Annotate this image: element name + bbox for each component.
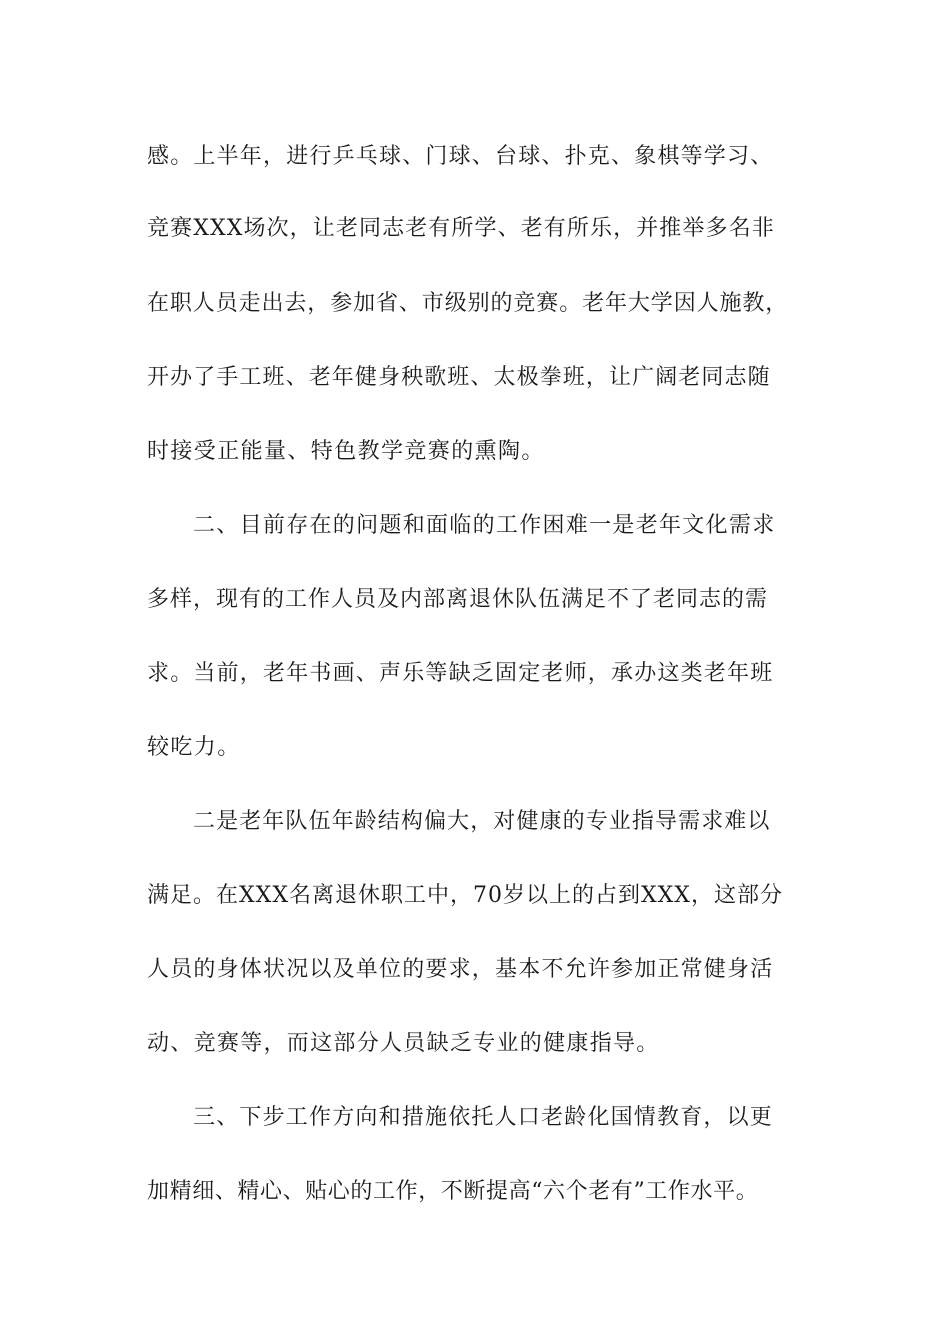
section-heading-line: 二、目前存在的问题和面临的工作困难一是老年文化需求 [193, 513, 776, 538]
text-line: 人员的身体状况以及单位的要求，基本不允许参加正常健身活 [147, 957, 774, 982]
section-heading-line: 三、下步工作方向和措施依托人口老龄化国情教育，以更 [193, 1105, 774, 1130]
text-line: 满足。在XXX名离退休职工中，70岁以上的占到XXX，这部分 [147, 883, 783, 908]
text-line: 时接受正能量、特色教学竞赛的熏陶。 [147, 439, 545, 464]
text-line: 较吃力。 [147, 735, 241, 760]
text-line: 求。当前，老年书画、声乐等缺乏固定老师，承办这类老年班 [147, 661, 774, 686]
paragraph-start-line: 二是老年队伍年龄结构偏大，对健康的专业指导需求难以 [193, 809, 771, 834]
text-line: 多样，现有的工作人员及内部离退休队伍满足不了老同志的需 [147, 587, 769, 612]
text-line: 在职人员走出去，参加省、市级别的竞赛。老年大学因人施教， [147, 291, 789, 316]
text-line: 竞赛XXX场次，让老同志老有所学、老有所乐，并推举多名非 [147, 216, 775, 241]
text-line: 动、竞赛等，而这部分人员缺乏专业的健康指导。 [147, 1031, 660, 1056]
text-line: 感。上半年，进行乒乓球、门球、台球、扑克、象棋等学习、 [147, 144, 774, 169]
text-line: 开办了手工班、老年健身秧歌班、太极拳班，让广阔老同志随 [147, 365, 771, 390]
text-line: 加精细、精心、贴心的工作，不断提高“六个老有”工作水平。 [147, 1179, 759, 1204]
